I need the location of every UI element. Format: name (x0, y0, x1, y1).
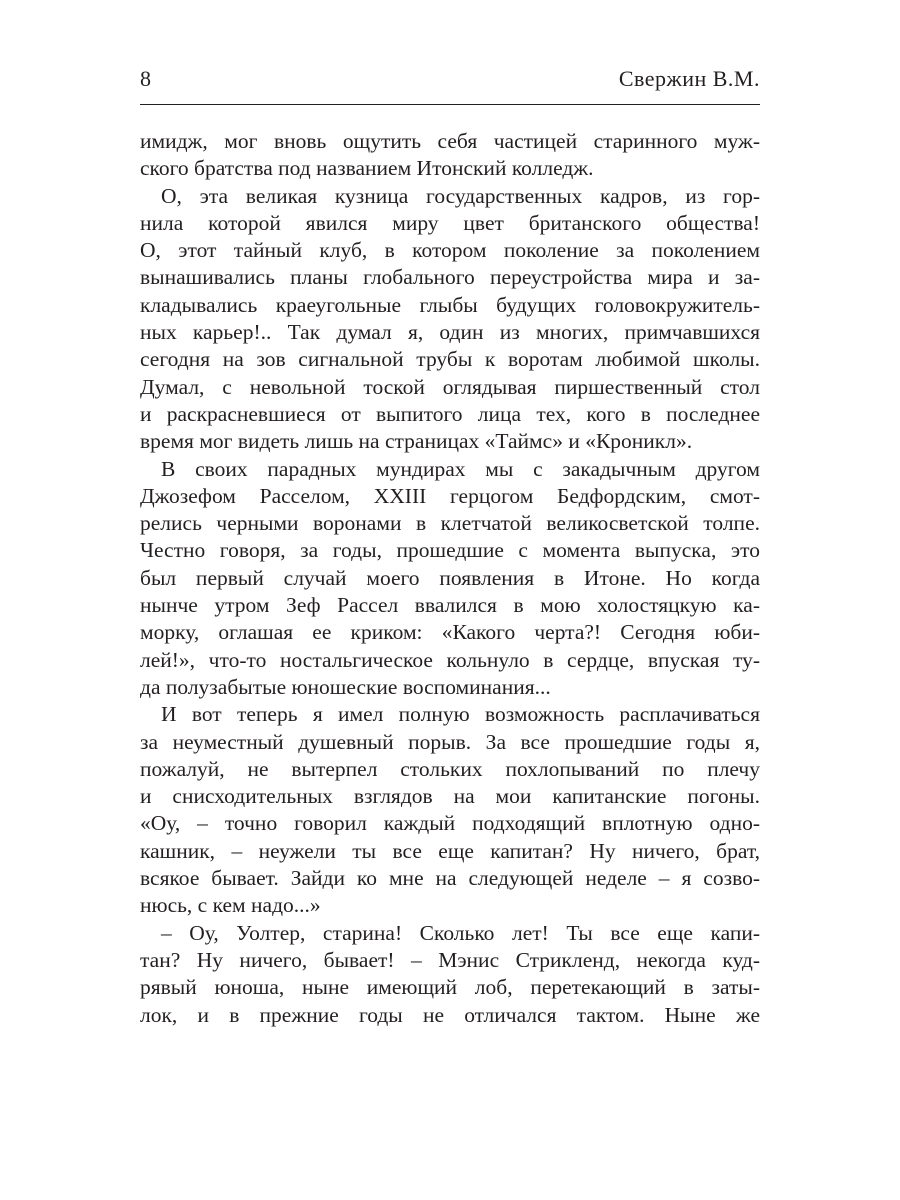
running-header (140, 66, 760, 96)
text-line: сегодня на зов сигнальной трубы к воротам любимой школы. (140, 347, 760, 372)
paragraph (140, 128, 760, 183)
text-line: лок, и в прежние годы не отличался тактом. Ныне же (140, 1002, 760, 1027)
page-number: 8 (140, 66, 151, 91)
text-line: Честно говоря, за годы, прошедшие с момента выпуска, это (140, 538, 760, 563)
text-line: «Оу, – точно говорил каждый подходящий вплотную одно- (140, 811, 760, 836)
text-line: всякое бывает. Зайди ко мне на следующей неделе – я созво- (140, 866, 760, 891)
text-line: Думал, с невольной тоской оглядывая пиршественный стол (140, 374, 760, 399)
text-line: морку, оглашая ее криком: «Какого черта?! Сегодня юби- (140, 620, 760, 645)
text-line: О, эта великая кузница государственных кадров, из гор- (161, 183, 760, 208)
text-line: нынче утром Зеф Рассел ввалился в мою холостяцкую ка- (140, 593, 760, 618)
text-line: да полузабытые юношеские воспоминания... (140, 674, 551, 699)
text-line: имидж, мог вновь ощутить себя частицей старинного муж- (140, 129, 760, 153)
text-line: был первый случай моего появления в Итоне. Но когда (140, 565, 760, 590)
text-line: время мог видеть лишь на страницах «Таймс» и «Кроникл». (140, 429, 693, 454)
text-line: вынашивались планы глобального переустройства мира и за- (140, 265, 760, 290)
text-line: релись черными воронами в клетчатой великосветской толпе. (140, 511, 760, 536)
text-line: В своих парадных мундирах мы с закадычным другом (161, 456, 760, 481)
text-line: нюсь, с кем надо...» (140, 893, 321, 918)
text-line: кладывались краеугольные глыбы будущих головокружитель- (140, 292, 760, 317)
text-line: за неуместный душевный порыв. За все прошедшие годы я, (140, 729, 760, 754)
text-line: рявый юноша, ныне имеющий лоб, перетекающий в заты- (140, 975, 760, 1000)
text-line: – Оу, Уолтер, старина! Сколько лет! Ты все еще капи- (161, 920, 760, 945)
text-line: нила которой явился миру цвет британского общества! (140, 210, 760, 235)
text-line: пожалуй, не вытерпел стольких похлопываний по плечу (140, 756, 760, 781)
paragraph (140, 183, 760, 456)
text-line: лей!», что-то ностальгическое кольнуло в сердце, впуская ту- (140, 647, 760, 672)
text-line: и раскрасневшиеся от выпитого лица тех, кого в последнее (140, 401, 760, 426)
text-line: и снисходительных взглядов на мои капитанские погоны. (140, 784, 760, 809)
text-line: ных карьер!.. Так думал я, один из многих, примчавшихся (140, 320, 760, 345)
text-line: И вот теперь я имел полную возможность расплачиваться (161, 702, 760, 727)
text-line: ского братства под названием Итонский колледж. (140, 156, 594, 181)
text-line: кашник, – неужели ты все еще капитан? Ну ничего, брат, (140, 838, 760, 863)
text-line: тан? Ну ничего, бывает! – Мэнис Стрикленд, некогда куд- (140, 947, 760, 972)
text-line: О, этот тайный клуб, в котором поколение за поколением (140, 238, 760, 263)
header-rule (140, 104, 760, 105)
paragraph (140, 456, 760, 702)
text-line: Джозефом Расселом, XXIII герцогом Бедфордским, смот- (140, 483, 760, 508)
paragraph (140, 920, 760, 1029)
paragraph (140, 701, 760, 919)
author-name: Свержин В.М. (618, 66, 760, 91)
body-text (140, 128, 760, 1029)
